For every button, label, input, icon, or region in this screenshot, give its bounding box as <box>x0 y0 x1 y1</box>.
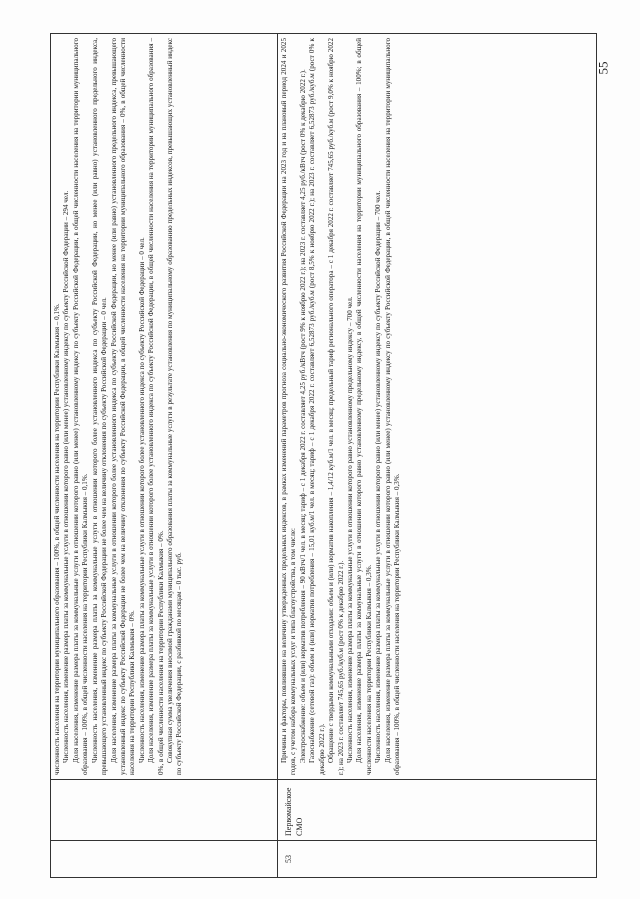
municipality-cell <box>51 780 278 841</box>
row-number: 53 <box>284 855 293 863</box>
row-number-cell <box>278 841 597 878</box>
description-cell <box>278 34 597 780</box>
municipality-cell <box>278 780 597 841</box>
municipality-name <box>53 784 57 836</box>
description-cell <box>51 34 278 780</box>
paragraph: Доля населения, изменение размера платы за коммунальные услуги в отношении которого равно установленному предельному индексу, в общей численности населения на территории муниципального образования – 100%; в общей численности населения на территории Республики Калмыкия – 0,3%. <box>355 38 373 775</box>
paragraph: Численность населения, изменение размера платы за коммунальные услуги в отношении которого равно установленному предельному индексу – 700 чел. <box>345 296 354 763</box>
page-number: 55 <box>595 61 611 75</box>
row-number-cell <box>51 841 278 878</box>
paragraph: численность населения на территории муниципального образования – 100%, в общей численности населения на территории Республики Калмыкия – 0,1%. <box>53 303 61 775</box>
paragraph: Газоснабжение (сетевой газ): объем и (или) норматив потребления – 15,01 куб.м/1 чел. в месяц; тариф – с 1 декабря 2022 г. составляет 6,52873 руб./куб.м (рост 8,5% к ноябрю 2022 г.); на 2023 г. составляет 6,52873 руб./куб.м (рост 0% к декабрю 2022 г.). <box>308 38 326 775</box>
table-row <box>51 34 278 878</box>
rotated-table-container <box>50 33 590 878</box>
paragraph: Численность населения, изменение размера платы за коммунальные услуги в отношении которого более установленного индекса по субъекту Российской Федерации, но менее (или равно) установленного предельного индекса, превышающего установленный индекс по субъекту Российской Федерации не более чем на величину отклонения по субъекту Российской Федерации – 0 чел. <box>90 38 109 775</box>
paragraph: Совокупная сумма увеличения вносимой гражданами муниципального образования платы за коммунальные услуги в результате установления по муниципальному образованию предельных индексов, превышающих установленный индекс по субъекту Российской Федерации, с разбивкой по месяцам – 0 тыс. руб. <box>166 38 184 775</box>
paragraph: Доля населения, изменение размера платы за коммунальные услуги в отношении которого более установленного индекса по субъекту Российской Федерации, но менее (или равно) установленного предельного индекса, превышающего установленный индекс по субъекту Российской Федерации не более чем на величину отклонения по субъекту Российской Федерации, в общей численности населения на территории муниципального образования – 0%, в общей численности населения на территории Республики Калмыкия – 0%. <box>109 38 137 775</box>
row-number <box>53 845 57 873</box>
data-table <box>50 33 597 878</box>
paragraph: Причины и факторы, повлиявшие на величину утвержденных предельных индексов, в рамках изменений параметров прогноза социально-экономического развития Российской Федерации на 2023 год и на плановый период 2024 и 2025 годов, с учетом набора коммунальных услуг и типа благоустройства, в том числе: <box>280 38 298 775</box>
paragraph: Доля населения, изменение размера платы за коммунальные услуги в отношении которого равно (или менее) установленному индексу по субъекту Российской Федерации, в общей численности населения на территории муниципального образования – 100%, в общей численности населения на территории Республики Калмыкия – 0,1%. <box>71 38 90 775</box>
municipality-name: Первомайское СМО <box>284 787 304 836</box>
paragraph: Доля населения, изменение размера платы за коммунальные услуги в отношении которого равно (или менее) установленному индексу по субъекту Российской Федерации, в общей численности населения на территории муниципального образования – 100%, в общей численности населения на территории Республики Калмыкия – 0,3%. <box>383 38 402 775</box>
table-row <box>278 34 597 878</box>
paragraph: Численность населения, изменение размера платы за коммунальные услуги в отношении которого более установленного индекса по субъекту Российской Федерации – 0 чел. <box>137 237 146 763</box>
paragraph: Численность населения, изменение размера платы за коммунальные услуги в отношении которого равно (или менее) установленному индексу по субъекту Российской Федерации – 294 чел. <box>62 190 71 763</box>
paragraph: Электроснабжение: объем и (или) норматив потребления – 90 кВтч/1 чел. в месяц; тариф – с 1 декабря 2022 г. составляет 4,25 руб./кВтч (рост 9% к ноябрю 2022 г.); на 2023 г. составляет 4,25 руб./кВтч (рост 0% к декабрю 2022 г.). <box>298 69 307 763</box>
paragraph: Численность населения, изменение размера платы за коммунальные услуги в отношении которого равно (или менее) установленному индексу по субъекту Российской Федерации – 700 чел. <box>374 190 383 763</box>
paragraph: Доля населения, изменение размера платы за коммунальные услуги в отношении которого более установленного индекса по субъекту Российской Федерации, в общей численности населения на территории муниципального образования – 0%, в общей численности населения на территории Республики Калмыкия – 0%. <box>147 38 165 775</box>
paragraph: Обращение с твердыми коммунальными отходами: объем и (или) норматив накопления – 1,4/12 куб.м/1 чел. в месяц; предельный тариф регионального оператора – с 1 декабря 2022 г. составляет 745,65 руб./куб.м (рост 9,0% к ноябрю 2022 г.); на 2023 г. составляет 745,65 руб./куб.м (рост 0% к декабрю 2022 г.). <box>327 38 345 775</box>
